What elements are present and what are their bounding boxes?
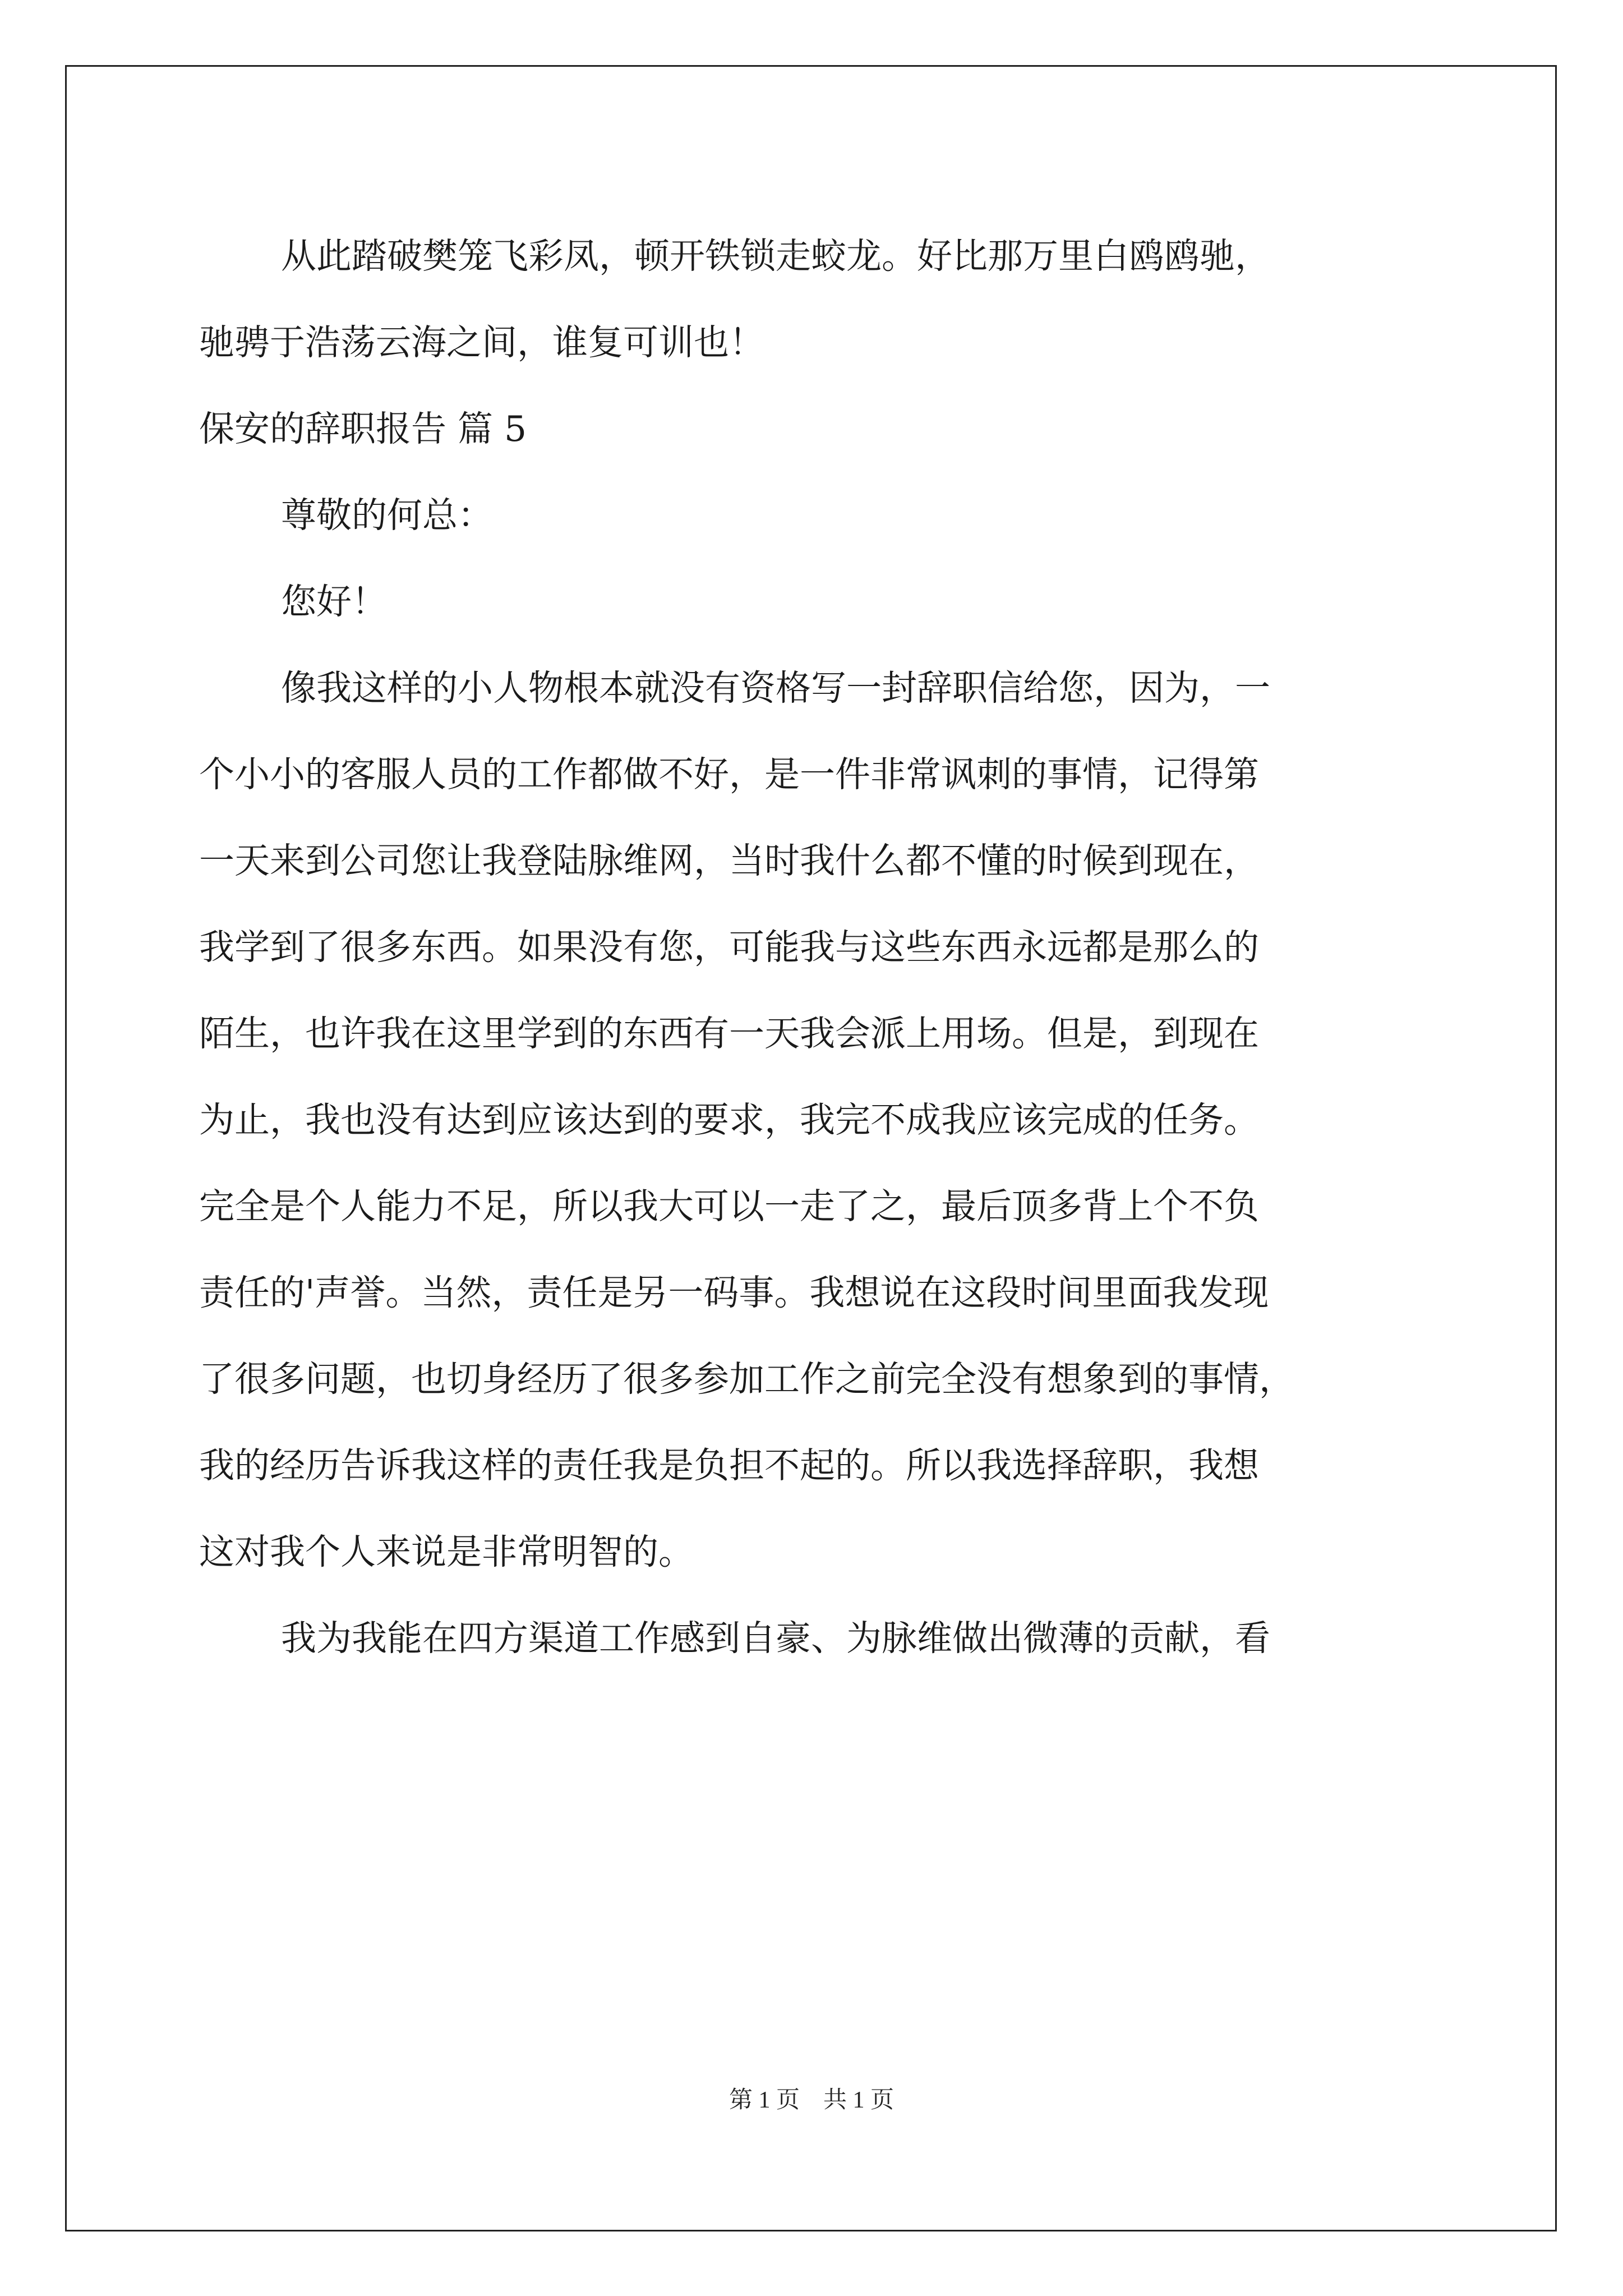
paragraph-line: 像我这样的小人物根本就没有资格写一封辞职信给您，因为，一	[281, 668, 1270, 708]
paragraph-line: 一天来到公司您让我登陆脉维网，当时我什么都不懂的时候到现在，	[199, 840, 1259, 881]
paragraph-line: 这对我个人来说是非常明智的。	[199, 1531, 694, 1572]
page-footer: 第 1 页 共 1 页	[728, 2087, 894, 2113]
document-body	[199, 213, 1433, 1682]
paragraph-line: 我为我能在四方渠道工作感到自豪、为脉维做出微薄的贡献，看	[281, 1618, 1270, 1659]
paragraph-line: 为止，我也没有达到应该达到的要求，我完不成我应该完成的任务。	[199, 1099, 1259, 1140]
paragraph-line: 驰骋于浩荡云海之间，谁复可训也！	[199, 322, 764, 363]
paragraph-line: 我的经历告诉我这样的责任我是负担不起的。所以我选择辞职，我想	[199, 1445, 1259, 1486]
paragraph-line: 从此踏破樊笼飞彩凤，顿开铁锁走蛟龙。好比那万里白鸥鸥驰，	[281, 236, 1270, 277]
greeting: 您好！	[281, 581, 387, 622]
paragraph-line: 完全是个人能力不足，所以我大可以一走了之，最后顶多背上个不负	[199, 1186, 1259, 1227]
paragraph-line: 了很多问题，也切身经历了很多参加工作之前完全没有想象到的事情，	[199, 1359, 1294, 1400]
salutation: 尊敬的何总：	[281, 495, 493, 536]
paragraph-line: 责任的'声誉。当然，责任是另一码事。我想说在这段时间里面我发现	[199, 1272, 1269, 1313]
section-heading: 保安的辞职报告 篇 5	[199, 408, 527, 449]
paragraph-line: 我学到了很多东西。如果没有您，可能我与这些东西永远都是那么的	[199, 927, 1259, 968]
paragraph-line: 陌生，也许我在这里学到的东西有一天我会派上用场。但是，到现在	[199, 1013, 1259, 1054]
paragraph-line: 个小小的客服人员的工作都做不好，是一件非常讽刺的事情，记得第	[199, 754, 1259, 795]
